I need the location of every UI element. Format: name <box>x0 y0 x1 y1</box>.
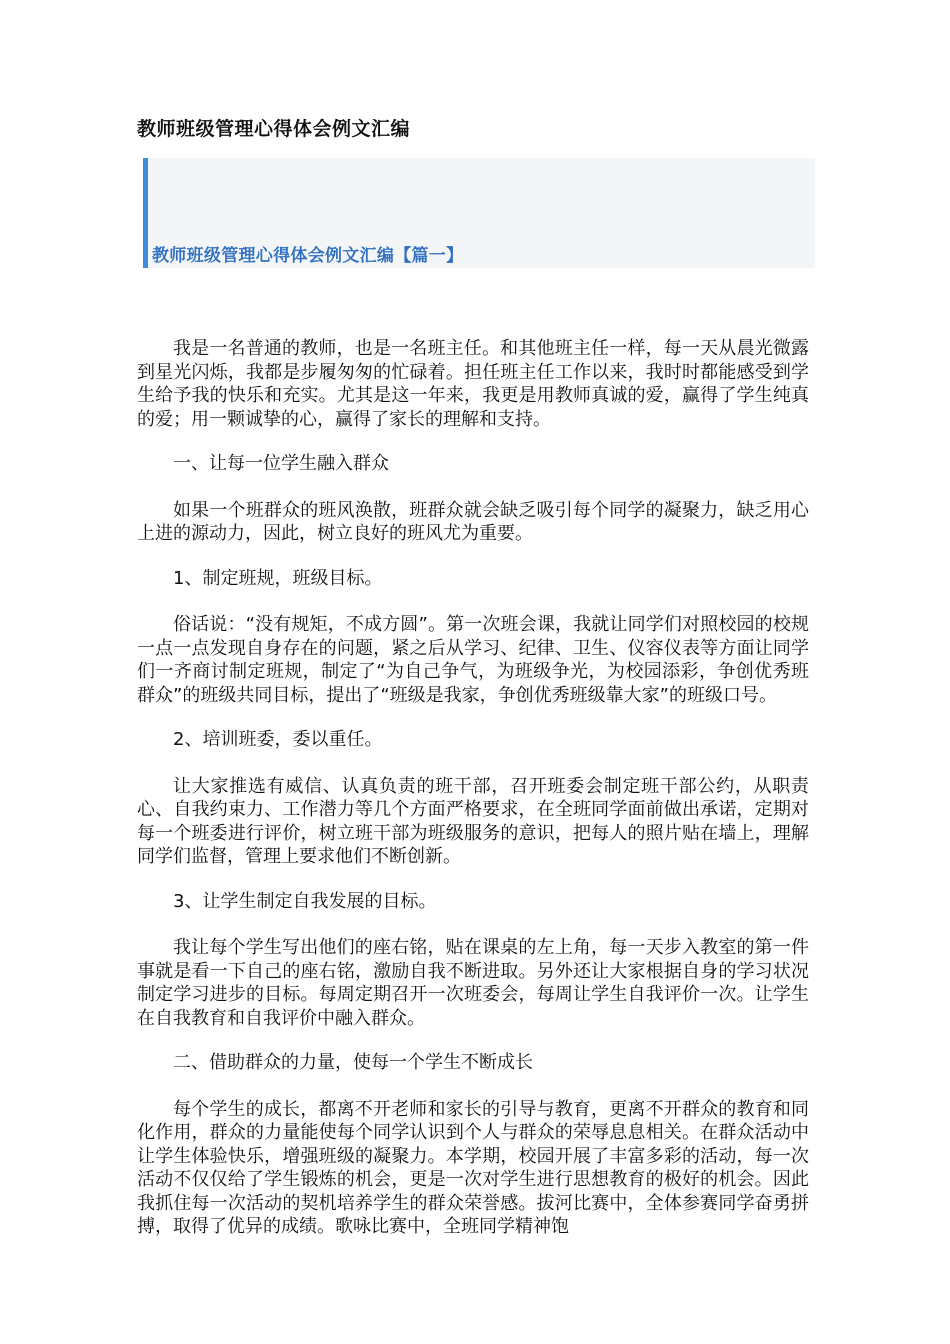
paragraph: 俗话说：“没有规矩，不成方圆”。第一次班会课，我就让同学们对照校园的校规一点一点发现自身存在的问题，紧之后从学习、纪律、卫生、仪容仪表等方面让同学们一齐商讨制定班规，制定了“为自己争气，为班级争光，为校园添彩，争创优秀班群众”的班级共同目标，提出了“班级是我家，争创优秀班级靠大家”的班级口号。 <box>137 614 809 706</box>
paragraph: 每个学生的成长，都离不开老师和家长的引导与教育，更离不开群众的教育和同化作用，群众的力量能使每个同学认识到个人与群众的荣辱息息相关。在群众活动中让学生体验快乐，增强班级的凝聚力。本学期，校园开展了丰富多彩的活动，每一次活动不仅仅给了学生锻炼的机会，更是一次对学生进行思想教育的极好的机会。因此我抓住每一次活动的契机培养学生的群众荣誉感。拔河比赛中，全体参赛同学奋勇拼搏，取得了优异的成绩。歌咏比赛中，全班同学精神饱 <box>137 1098 809 1237</box>
subheading: 二、借助群众的力量，使每一个学生不断成长 <box>173 1052 533 1073</box>
subheading: 2、培训班委，委以重任。 <box>173 729 383 750</box>
paragraph: 如果一个班群众的班风涣散，班群众就会缺乏吸引每个同学的凝聚力，缺乏用心上进的源动力，因此，树立良好的班风尤为重要。 <box>137 499 809 544</box>
subheading: 3、让学生制定自我发展的目标。 <box>173 890 437 912</box>
body-text <box>137 337 809 1260</box>
document-title: 教师班级管理心得体会例文汇编 <box>137 118 411 140</box>
paragraph: 我是一名普通的教师，也是一名班主任。和其他班主任一样，每一天从晨光微露到星光闪烁，我都是步履匆匆的忙碌着。担任班主任工作以来，我时时都能感受到学生给予我的快乐和充实。尤其是这一年来，我更是用教师真诚的爱，赢得了学生纯真的爱；用一颗诚挚的心，赢得了家长的理解和支持。 <box>137 338 809 430</box>
section-heading: 教师班级管理心得体会例文汇编【篇一】 <box>152 246 464 266</box>
section-heading-box <box>143 158 815 268</box>
paragraph: 让大家推选有威信、认真负责的班干部，召开班委会制定班干部公约，从职责心、自我约束力、工作潜力等几个方面严格要求，在全班同学面前做出承诺，定期对每一个班委进行评价，树立班干部为班级服务的意识，把每人的照片贴在墙上，理解同学们监督，管理上要求他们不断创新。 <box>137 775 809 867</box>
subheading: 1、制定班规，班级目标。 <box>173 567 383 589</box>
paragraph: 我让每个学生写出他们的座右铭，贴在课桌的左上角，每一天步入教室的第一件事就是看一下自己的座右铭，激励自我不断进取。另外还让大家根据自身的学习状况制定学习进步的目标。每周定期召开一次班委会，每周让学生自我评价一次。让学生在自我教育和自我评价中融入群众。 <box>137 937 809 1029</box>
subheading: 一、让每一位学生融入群众 <box>173 453 389 474</box>
